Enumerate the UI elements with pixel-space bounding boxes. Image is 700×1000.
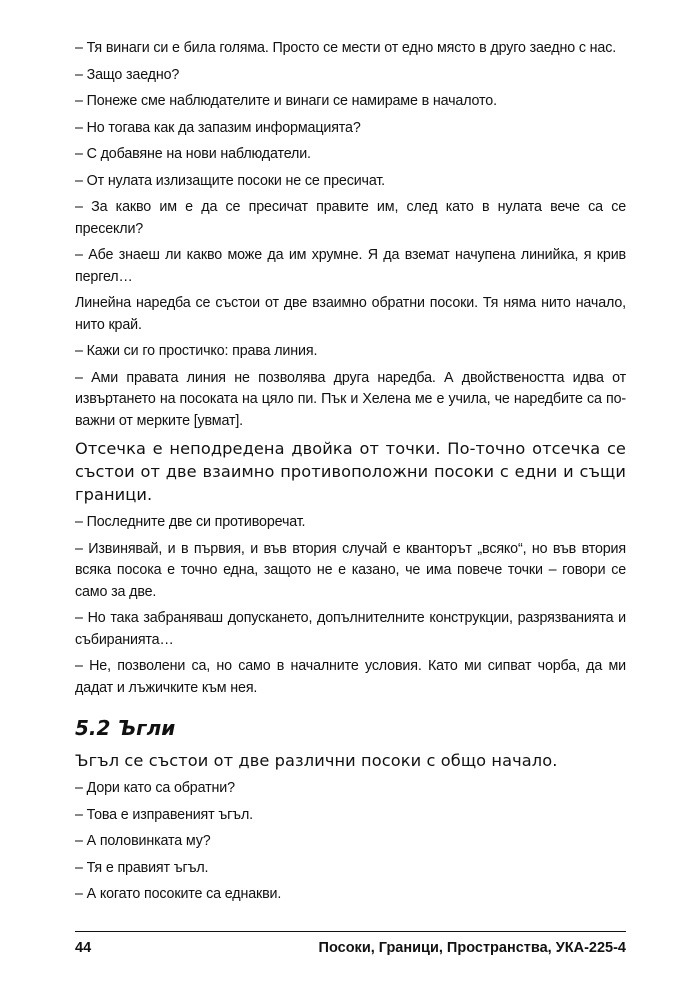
paragraph: – От нулата излизащите посоки не се пресичат.	[75, 172, 385, 189]
paragraph: – За какво им е да се пресичат правите им, след като в нулата вече са се пресекли?	[75, 199, 626, 237]
paragraph: – Извинявай, и в първия, и във втория случай е кванторът „всяко“, но във втория всяка посока е точно една, защото не е казано, че има повече точки – говори се само за две.	[75, 540, 626, 600]
page-number: 44	[75, 940, 92, 956]
angle-definition: Ъгъл се състои от две различни посоки с общо начало.	[75, 751, 558, 770]
paragraph: – Кажи си го простичко: права линия.	[75, 343, 318, 359]
paragraph: – Дори като са обратни?	[75, 780, 235, 796]
paragraph: – Тя е правият ъгъл.	[75, 859, 209, 876]
section-heading: 5.2 Ъгли	[75, 716, 176, 740]
paragraph: – Не, позволени са, но само в началните условия. Като ми сипват чорба, да ми дадат и лъжичките към нея.	[75, 658, 626, 696]
paragraph: – Това е изправеният ъгъл.	[75, 806, 253, 823]
paragraph: – С добавяне на нови наблюдатели.	[75, 146, 311, 162]
paragraph: – Тя винаги си е била голяма. Просто се мести от едно място в друго заедно с нас.	[75, 40, 617, 56]
running-title: Посоки, Граници, Пространства, УКА-225-4	[318, 940, 626, 956]
paragraph: – Но тогава как да запазим информацията?	[75, 119, 361, 136]
footer-rule	[75, 931, 626, 932]
page-body	[75, 38, 626, 911]
paragraph: – А когато посоките са еднакви.	[75, 886, 282, 902]
page-footer	[75, 937, 626, 959]
paragraph: – Понеже сме наблюдателите и винаги се намираме в началото.	[75, 93, 497, 109]
paragraph: – Но така забраняваш допускането, допълнителните конструкции, разрязванията и събиранията…	[75, 610, 626, 648]
paragraph: – Последните две си противоречат.	[75, 514, 306, 530]
paragraph: – Абе знаеш ли какво може да им хрумне. Я да вземат начупена линийка, я крив пергел…	[75, 247, 626, 285]
paragraph: – Ами правата линия не позволява друга наредба. А двойствеността идва от извъртането на посоката на цяло пи. Пък и Хелена ме е учила, че наредбите са по-важни от мерките [увмат].	[75, 369, 626, 429]
paragraph: – А половинката му?	[75, 833, 211, 849]
paragraph: – Защо заедно?	[75, 66, 180, 83]
segment-definition: Отсечка е неподредена двойка от точки. По-точно отсечка се състои от две взаимно противоположни посоки с едни и същи граници.	[75, 439, 626, 504]
paragraph: Линейна наредба се състои от две взаимно обратни посоки. Тя няма нито начало, нито край.	[75, 295, 626, 333]
